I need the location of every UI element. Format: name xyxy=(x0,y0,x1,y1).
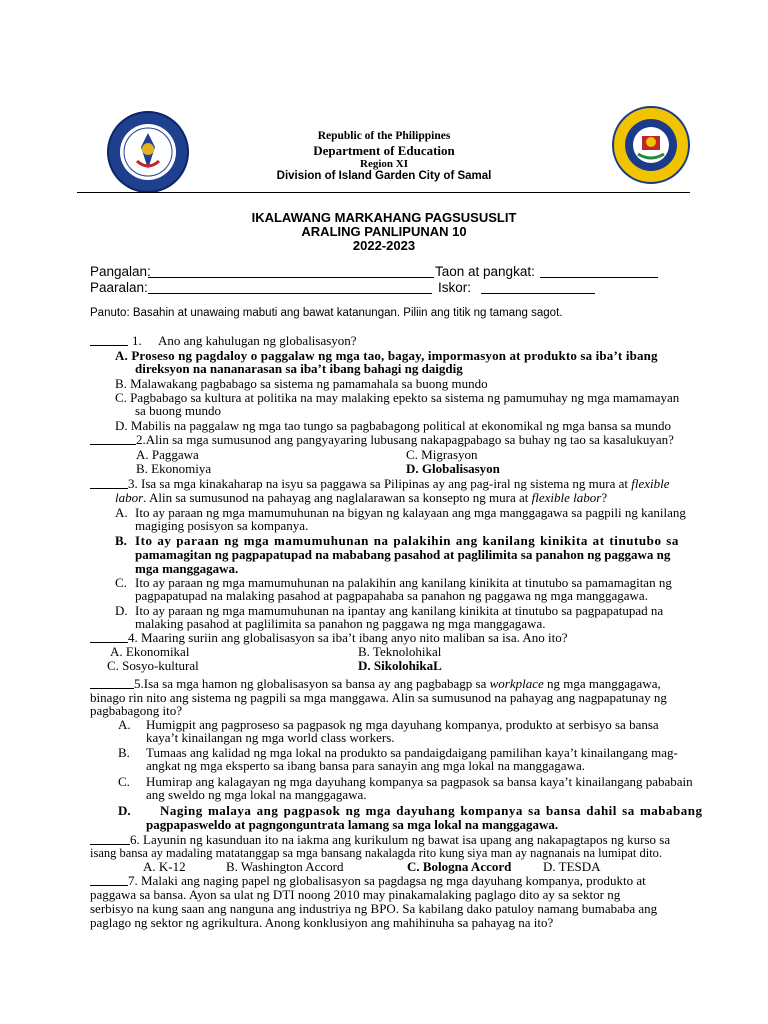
q3-option-b-cont2: mga manggagawa. xyxy=(135,561,239,576)
grade-field[interactable] xyxy=(540,277,658,278)
score-label: Iskor: xyxy=(438,280,472,295)
q3-option-b-letter: B. xyxy=(115,533,127,548)
q5-option-c: Humirap ang kalagayan ng mga dayuhang kompanya sa pagpasok sa bansa kaya’t kinailangang pababain xyxy=(146,774,693,789)
answer-blank-q2[interactable] xyxy=(90,444,136,445)
q4-text: 4. Maaring suriin ang globalisasyon sa iba’t ibang anyo nito maliban sa isa. Ano ito? xyxy=(128,630,568,645)
region-line: Region XI xyxy=(360,158,408,170)
answer-blank-q5[interactable] xyxy=(90,688,134,689)
q6-option-b: B. Washington Accord xyxy=(226,859,344,874)
q4-option-b: B. Teknolohikal xyxy=(358,644,442,659)
school-field[interactable] xyxy=(148,293,432,294)
q3-option-c-cont: pagpapatupad na malaking pasahod at pagpapahaba sa panahon ng paggawa ng mga manggagawa. xyxy=(135,588,648,603)
q1-option-a-cont: direksyon na nananarasan sa iba’t ibang bahagi ng daigdig xyxy=(135,361,463,376)
answer-blank-q6[interactable] xyxy=(90,844,130,845)
q5-option-c-letter: C. xyxy=(118,774,130,789)
division-line: Division of Island Garden City of Samal xyxy=(276,170,492,182)
school-year: 2022-2023 xyxy=(352,238,416,253)
q7-text-line3: serbisyo na kung saan ang nanguna ang industriya ng BPO. Sa kabilang dako patuloy namang bumababa ang xyxy=(90,901,658,916)
q6-option-c: C. Bologna Accord xyxy=(407,859,512,874)
q6-option-a: A. K-12 xyxy=(143,859,186,874)
q1-option-c: C. Pagbabago sa kultura at politika na may malaking epekto sa sistema ng pamumuhay ng mga mamamayan xyxy=(115,390,680,405)
q3-option-c: Ito ay paraan ng mga mamumuhunan na palakihin ang kanilang kinikita at tinutubo sa pamamagitan ng xyxy=(135,575,672,590)
q3-text-line2: labor. Alin sa sumusunod na pahayag ang naglalarawan sa konsepto ng mura at flexible labor? xyxy=(115,490,608,505)
name-label: Pangalan: xyxy=(90,264,151,279)
q6-text-line1: 6. Layunin ng kasunduan ito na iakma ang kurikulum ng bawat isa upang ang nakapagtapos ng kurso sa xyxy=(130,832,671,847)
q1-number: 1. xyxy=(132,333,142,348)
grade-label: Taon at pangkat: xyxy=(435,264,535,279)
q3-option-a-letter: A. xyxy=(115,505,128,520)
q1-option-b: B. Malawakang pagbabago sa sistema ng pamamahala sa buong mundo xyxy=(115,376,488,391)
q3-option-a-cont: magiging posisyon sa kompanya. xyxy=(135,518,309,533)
q2-option-c: C. Migrasyon xyxy=(406,447,478,462)
q4-option-a: A. Ekonomikal xyxy=(110,644,190,659)
q2-option-d: D. Globalisasyon xyxy=(406,461,500,476)
q3-option-d: Ito ay paraan ng mga mamumuhunan na ipantay ang kanilang kinikita at tinutubo sa pagpapatupad na xyxy=(135,603,664,618)
header-divider xyxy=(77,192,690,193)
q5-text-line2: binago rin nito ang sistema ng pagpili sa mga manggawa. Alin sa sumusunod na pahayag ang nagpapatunay ng xyxy=(90,690,667,705)
q1-option-d: D. Mabilis na paggalaw ng mga tao tungo sa pagbabagong political at ekonomikal ng mga bansa sa mundo xyxy=(115,418,671,433)
q3-option-b: Ito ay paraan ng mga mamumuhunan na palakihin ang kanilang kinikita at tinutubo sa xyxy=(135,533,679,548)
department-line: Department of Education xyxy=(313,143,455,158)
q3-option-c-letter: C. xyxy=(115,575,127,590)
q5-option-a: Humigpit ang pagproseso sa pagpasok ng mga dayuhang kompanya, produkto at serbisyo sa bansa xyxy=(146,717,659,732)
name-field[interactable] xyxy=(148,277,434,278)
q3-option-b-cont: pamamagitan ng pagpapatupad na mababang pasahod at paglilimita sa panahon ng paggawa ng xyxy=(135,547,671,562)
q5-option-d-letter: D. xyxy=(118,803,131,818)
q2-text: 2.Alin sa mga sumusunod ang pangyayaring lubusang nakapagpabago sa buhay ng tao sa kasalukuyan? xyxy=(136,432,674,447)
q6-text-line2: isang bansa ay madaling matatanggap sa mga bansang nakalagda rito kung siya man ay nagnanais na lumipat dito. xyxy=(90,846,663,860)
q7-text-line2: paggawa sa bansa. Ayon sa ulat ng DTI noong 2010 may pinakamalaking paglago dito ay sa sektor ng xyxy=(90,887,621,902)
q3-option-d-letter: D. xyxy=(115,603,128,618)
q5-option-b-letter: B. xyxy=(118,745,130,760)
q5-text-line3: pagbabagong ito? xyxy=(90,703,183,718)
republic-line: Republic of the Philippines xyxy=(317,130,451,142)
q5-text-line1: 5.Isa sa mga hamon ng globalisasyon sa bansa ay ang pagbabagp sa workplace ng mga manggagawa, xyxy=(134,676,661,691)
q2-option-b: B. Ekonomiya xyxy=(136,461,212,476)
q1-option-a: A. Proseso ng pagdaloy o paggalaw ng mga tao, bagay, impormasyon at produkto sa iba’t ibang xyxy=(115,348,658,363)
q7-text-line1: 7. Malaki ang naging papel ng globalisasyon sa pagdagsa ng mga dayuhang kompanya, produkto at xyxy=(128,873,646,888)
q3-text-line1: 3. Isa sa mga kinakaharap na isyu sa paggawa sa Pilipinas ay ang pag-iral ng sistema ng mura at flexible xyxy=(128,476,670,491)
subject-title: ARALING PANLIPUNAN 10 xyxy=(301,224,467,239)
q5-option-a-letter: A. xyxy=(118,717,131,732)
instructions: Panuto: Basahin at unawaing mabuti ang bawat katanungan. Piliin ang titik ng tamang sagot. xyxy=(90,307,563,319)
score-field[interactable] xyxy=(481,293,595,294)
school-label: Paaralan: xyxy=(90,280,148,295)
q7-text-line4: paglago ng sektor ng agrikultura. Anong konklusiyon ang mahihinuha sa pahayag na ito? xyxy=(90,915,554,930)
q4-option-d: D. SikolohikaL xyxy=(358,658,442,673)
q5-option-c-cont: ang sweldo ng mga lokal na manggagawa. xyxy=(146,787,367,802)
q5-option-b-cont: angkat ng mga eksperto sa ibang bansa para sanayin ang mga lokal na manggagawa. xyxy=(146,758,585,773)
q3-option-a: Ito ay paraan ng mga mamumuhunan na bigyan ng kalayaan ang mga manggagawa sa pagpili ng kanilang xyxy=(135,505,686,520)
answer-blank-q7[interactable] xyxy=(90,885,128,886)
answer-blank-q3[interactable] xyxy=(90,488,128,489)
q5-option-d-cont: pagpapasweldo at pagngonguntrata lamang sa mga lokal na manggagawa. xyxy=(146,817,559,832)
q5-option-a-cont: kaya’t kinailangan ng mga world class workers. xyxy=(146,730,395,745)
q2-option-a: A. Paggawa xyxy=(136,447,199,462)
q5-option-d: Naging malaya ang pagpasok ng mga dayuhang kompanya sa bansa dahil sa mababang xyxy=(160,803,703,818)
q4-option-c: C. Sosyo-kultural xyxy=(107,658,199,673)
q1-text: Ano ang kahulugan ng globalisasyon? xyxy=(158,333,357,348)
q1-option-c-cont: sa buong mundo xyxy=(135,403,221,418)
exam-title: IKALAWANG MARKAHANG PAGSUSUSLIT xyxy=(251,210,517,225)
answer-blank-q4[interactable] xyxy=(90,642,128,643)
answer-blank-q1[interactable] xyxy=(90,345,128,346)
q3-option-d-cont: malaking pasahod at paglilimita sa panahon ng paggawa ng mga manggagawa. xyxy=(135,616,546,631)
q6-option-d: D. TESDA xyxy=(543,859,601,874)
q5-option-b: Tumaas ang kalidad ng mga lokal na produkto sa pandaigdaigang pamilihan kaya’t kinailangang mag- xyxy=(146,745,678,760)
